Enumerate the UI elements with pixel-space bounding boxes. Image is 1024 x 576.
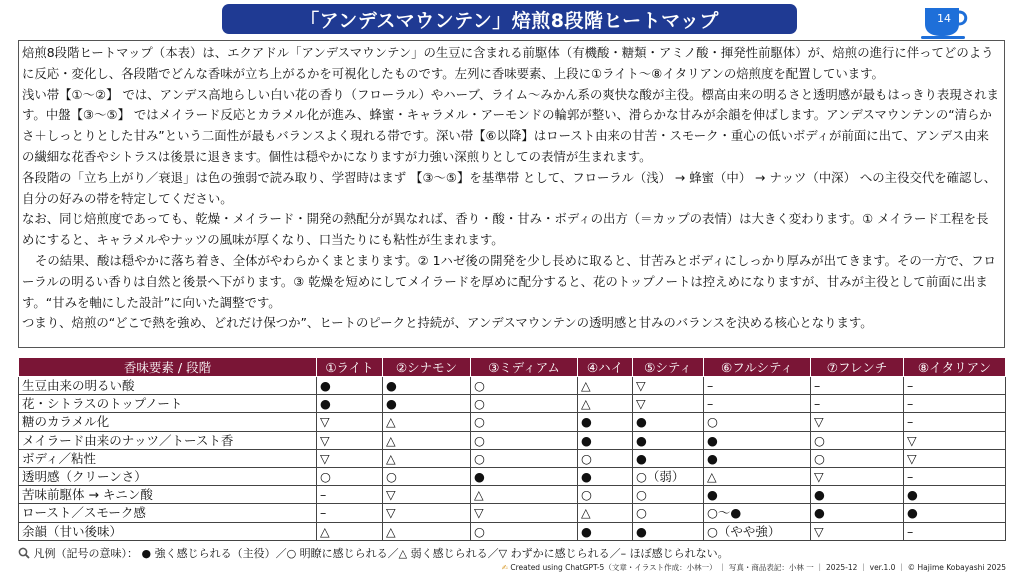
intensity-cell: –: [704, 395, 811, 413]
intensity-cell: ●: [578, 522, 633, 540]
flavor-element-cell: 余韻（甘い後味）: [19, 522, 317, 540]
table-row: [19, 522, 1006, 540]
intensity-cell: ●: [471, 467, 578, 485]
intensity-cell: △: [578, 377, 633, 395]
intensity-cell: –: [904, 522, 1006, 540]
intensity-cell: ●: [633, 522, 704, 540]
intensity-cell: ○: [471, 431, 578, 449]
intensity-cell: –: [904, 395, 1006, 413]
flavor-element-cell: 生豆由来の明るい酸: [19, 377, 317, 395]
intensity-cell: ●: [317, 395, 383, 413]
intensity-cell: △: [383, 522, 471, 540]
intensity-cell: ●: [704, 449, 811, 467]
intensity-cell: ○: [578, 449, 633, 467]
intensity-cell: ●: [704, 486, 811, 504]
intensity-cell: –: [704, 377, 811, 395]
intensity-cell: ●: [578, 413, 633, 431]
intensity-cell: ○: [471, 449, 578, 467]
pen-hand-icon: ✍: [501, 563, 508, 572]
intensity-cell: △: [383, 449, 471, 467]
intensity-cell: ○: [471, 395, 578, 413]
intensity-cell: ○: [633, 486, 704, 504]
intensity-cell: ●: [383, 395, 471, 413]
flavor-element-cell: ボディ／粘性: [19, 449, 317, 467]
paragraph: つまり、焙煎の“どこで熱を強め、どれだけ保つか”、ヒートのピークと持続が、アンデスマウンテンの透明感と甘みのバランスを決める核心となります。: [22, 315, 873, 331]
page-title: 「アンデスマウンテン」焙煎8段階ヒートマップ: [222, 4, 797, 34]
intensity-cell: △: [317, 522, 383, 540]
column-header: ④ハイ: [578, 358, 633, 377]
intensity-cell: ●: [578, 431, 633, 449]
intensity-cell: ○（弱）: [633, 467, 704, 485]
intensity-cell: ○: [471, 413, 578, 431]
intensity-cell: ●: [383, 377, 471, 395]
intensity-cell: △: [383, 413, 471, 431]
intensity-cell: ▽: [317, 413, 383, 431]
intensity-cell: ●: [904, 486, 1006, 504]
table-row: [19, 449, 1006, 467]
intensity-cell: ●: [704, 431, 811, 449]
intensity-cell: ▽: [811, 413, 904, 431]
intensity-cell: ▽: [633, 395, 704, 413]
column-header: 香味要素 / 段階: [19, 358, 317, 377]
intensity-cell: ●: [811, 486, 904, 504]
paragraph: なお、同じ焙煎度であっても、乾燥・メイラード・開発の熱配分が異なれば、香り・酸・甘み・ボディの出方（＝カップの表情）は大きく変わります。① メイラード工程を長めにすると、キャラメルやナッツの風味が厚くなり、口当たりにも粘性が生まれます。: [22, 211, 989, 248]
description-box: [18, 40, 1005, 348]
table-row: [19, 486, 1006, 504]
table-row: [19, 431, 1006, 449]
column-header: ⑦フレンチ: [811, 358, 904, 377]
intensity-cell: ●: [633, 413, 704, 431]
intensity-cell: ●: [904, 504, 1006, 522]
column-header: ①ライト: [317, 358, 383, 377]
table-row: [19, 395, 1006, 413]
table-row: [19, 413, 1006, 431]
intensity-cell: △: [383, 431, 471, 449]
intensity-cell: –: [811, 377, 904, 395]
column-header: ⑥フルシティ: [704, 358, 811, 377]
intensity-cell: ○: [317, 467, 383, 485]
intensity-cell: ▽: [811, 522, 904, 540]
table-row: [19, 467, 1006, 485]
intensity-cell: ▽: [383, 504, 471, 522]
flavor-element-cell: 花・シトラスのトップノート: [19, 395, 317, 413]
flavor-element-cell: 透明感（クリーンさ）: [19, 467, 317, 485]
intensity-cell: ●: [633, 431, 704, 449]
intensity-cell: ●: [578, 467, 633, 485]
credit-line: [502, 562, 1006, 573]
table-row: [19, 377, 1006, 395]
intensity-cell: ▽: [904, 431, 1006, 449]
table-row: [19, 504, 1006, 522]
intensity-cell: –: [904, 467, 1006, 485]
paragraph: 焙煎8段階ヒートマップ（本表）は、エクアドル「アンデスマウンテン」の生豆に含まれる前駆体（有機酸・糖類・アミノ酸・揮発性前駆体）が、焙煎の進行に伴ってどのように反応・変化し、各段階でどんな香味が立ち上がるかを可視化したものです。左列に香味要素、上段に①ライト〜⑧イタリアンの焙煎度を配置しています。: [22, 45, 994, 81]
intensity-cell: –: [317, 504, 383, 522]
intensity-cell: ▽: [317, 449, 383, 467]
intensity-cell: ○: [704, 413, 811, 431]
legend: [18, 545, 729, 561]
intensity-cell: ○（やや強）: [704, 522, 811, 540]
credit-text: Created using ChatGPT-5（文章・イラスト作成：小林一） ｜ 写真・商品表記：小林 一 ｜ 2025-12 ｜ ver.1.0 ｜ © Hajime Kobayashi 2025: [510, 563, 1006, 572]
intensity-cell: –: [317, 486, 383, 504]
intensity-cell: ●: [633, 449, 704, 467]
paragraph: その結果、酸は穏やかに落ち着き、全体がやわらかくまとまります。② 1ハゼ後の開発を少し長めに取ると、甘苦みとボディにしっかり厚みが出てきます。その一方で、フローラルの明るい香りは自然と後景へ下がります。③ 乾燥を短めにしてメイラードを厚めに配分すると、花のトップノートは控えめになりますが、甘みが主役として前面に出ます。“甘みを軸にした設計”に向いた調整です。: [22, 252, 996, 310]
intensity-cell: ▽: [633, 377, 704, 395]
intensity-cell: ○: [811, 431, 904, 449]
intensity-cell: ▽: [383, 486, 471, 504]
paragraph: 各段階の「立ち上がり／衰退」は色の強弱で読み取り、学習時はまず 【③〜⑤】を基準帯 として、フローラル（浅） → 蜂蜜（中） → ナッツ（中深） への主役交代を確認し、自分の好みの帯を特定してください。: [22, 169, 997, 206]
intensity-cell: ○: [471, 522, 578, 540]
intensity-cell: ▽: [811, 467, 904, 485]
intensity-cell: –: [904, 377, 1006, 395]
flavor-element-cell: メイラード由来のナッツ／トースト香: [19, 431, 317, 449]
intensity-cell: △: [471, 486, 578, 504]
column-header: ⑤シティ: [633, 358, 704, 377]
page-number: 14: [937, 12, 951, 25]
intensity-cell: △: [578, 504, 633, 522]
magnifier-icon: [18, 547, 30, 559]
flavor-element-cell: ロースト／スモーク感: [19, 504, 317, 522]
intensity-cell: ●: [811, 504, 904, 522]
intensity-cell: △: [578, 395, 633, 413]
intensity-cell: ○: [578, 486, 633, 504]
paragraph: 浅い帯【①〜②】 では、アンデス高地らしい白い花の香り（フローラル）やハーブ、ライム〜みかん系の爽快な酸が主役。標高由来の明るさと透明感が最もはっきり表現されます。中盤【③〜⑤】 ではメイラード反応とカラメル化が進み、蜂蜜・キャラメル・アーモンドの輪郭が整い、滑らかな甘みが余韻を伸ばします。アンデスマウンテンの“清らかさ＋しっとりとした甘み”という二面性が最もバランスよく現れる帯です。深い帯【⑥以降】はロースト由来の甘苦・スモーク・重心の低いボディが前面に出て、アンデス由来の繊細な花香やシトラスは後景に退きます。個性は穏やかになりますが力強い深煎りとしての表情が生まれます。: [22, 86, 999, 164]
flavor-element-cell: 苦味前駆体 → キニン酸: [19, 486, 317, 504]
intensity-cell: –: [904, 413, 1006, 431]
column-header: ②シナモン: [383, 358, 471, 377]
intensity-cell: ○: [811, 449, 904, 467]
intensity-cell: ▽: [904, 449, 1006, 467]
legend-text: 凡例（記号の意味）： ● 強く感じられる（主役）／○ 明瞭に感じられる／△ 弱く感じられる／▽ わずかに感じられる／– ほぼ感じられない。: [33, 547, 729, 560]
column-header: ⑧イタリアン: [904, 358, 1006, 377]
intensity-cell: –: [811, 395, 904, 413]
intensity-cell: ●: [317, 377, 383, 395]
intensity-cell: ○: [633, 504, 704, 522]
intensity-cell: ▽: [317, 431, 383, 449]
intensity-cell: ○: [383, 467, 471, 485]
flavor-element-cell: 糖のカラメル化: [19, 413, 317, 431]
intensity-cell: ○: [471, 377, 578, 395]
column-header: ③ミディアム: [471, 358, 578, 377]
intensity-cell: ▽: [471, 504, 578, 522]
intensity-cell: ○〜●: [704, 504, 811, 522]
roast-heatmap-table: [18, 357, 1006, 541]
table-header-row: [19, 358, 1006, 377]
intensity-cell: △: [704, 467, 811, 485]
